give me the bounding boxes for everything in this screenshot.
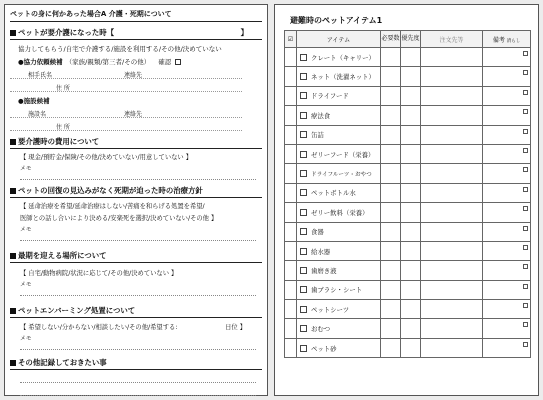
needed-cell[interactable] [381, 241, 401, 260]
done-checkbox[interactable] [523, 90, 528, 95]
treatment-options-2: 医師との話し合いにより決める/安楽死を選択/決めていない/その他 】 [20, 215, 218, 222]
item-wrap [297, 208, 380, 217]
needed-cell[interactable] [381, 164, 401, 183]
order-cell[interactable] [421, 338, 483, 357]
square-bullet-icon [10, 30, 16, 36]
item-wrap [297, 170, 380, 178]
order-cell[interactable] [421, 183, 483, 202]
table-row [285, 106, 531, 125]
order-cell[interactable] [421, 86, 483, 105]
treatment-memo-field[interactable] [20, 236, 256, 241]
done-checkbox[interactable] [523, 342, 528, 347]
facility-label: ●施設候補 [18, 97, 50, 105]
care-options-line: 協力してもらう/自宅で介護する/施設を利用する/その他/決めていない [18, 45, 222, 53]
facility-address-label: 住 所 [56, 124, 70, 131]
item-wrap [297, 344, 380, 353]
priority-cell[interactable] [401, 183, 421, 202]
priority-cell[interactable] [401, 144, 421, 163]
cost-memo-field[interactable] [20, 175, 256, 180]
item-label: ペット砂 [311, 344, 337, 353]
section-other-heading [10, 357, 262, 370]
row-margin-cell [285, 86, 297, 105]
header-needed: 必要数 [381, 31, 401, 48]
item-checkbox[interactable] [300, 73, 307, 80]
item-wrap [297, 53, 380, 62]
item-label: ゼリーフード（栄養） [311, 150, 375, 159]
embalm-memo-label: メモ [20, 336, 32, 342]
item-label: ペットボトル水 [311, 189, 356, 198]
done-checkbox[interactable] [523, 129, 528, 134]
row-margin-cell [285, 164, 297, 183]
priority-cell[interactable] [401, 203, 421, 222]
item-cell [297, 203, 381, 222]
item-wrap [297, 324, 380, 333]
treatment-memo-label: メモ [20, 227, 32, 233]
done-checkbox[interactable] [523, 206, 528, 211]
items-table [284, 30, 531, 358]
notes-cell[interactable] [483, 67, 531, 86]
item-cell [297, 144, 381, 163]
priority-cell[interactable] [401, 86, 421, 105]
care-death-page [4, 4, 268, 396]
item-cell [297, 86, 381, 105]
square-bullet-icon [10, 139, 16, 145]
row-margin-cell [285, 338, 297, 357]
row-margin-cell [285, 261, 297, 280]
embalm-options: 【 希望しない/分からない/相談したい/その他/希望する: [20, 324, 178, 331]
priority-cell[interactable] [401, 222, 421, 241]
cost-heading-text: 要介護時の費用について [18, 137, 100, 146]
confirm-label: 確認 [158, 58, 172, 66]
item-checkbox[interactable] [300, 189, 307, 196]
row-margin-cell [285, 300, 297, 319]
notes-cell[interactable] [483, 222, 531, 241]
item-cell [297, 241, 381, 260]
row-margin-cell [285, 183, 297, 202]
needed-cell[interactable] [381, 48, 401, 67]
facility-contact-label: 連絡先 [124, 111, 143, 118]
item-cell [297, 48, 381, 67]
priority-cell[interactable] [401, 261, 421, 280]
embalm-heading-text: ペットエンバーミング処置について [18, 306, 136, 315]
items-body [285, 48, 531, 358]
item-wrap [297, 188, 380, 197]
table-row [285, 261, 531, 280]
notes-cell[interactable] [483, 125, 531, 144]
row-margin-cell [285, 280, 297, 299]
needed-cell[interactable] [381, 203, 401, 222]
done-checkbox[interactable] [523, 167, 528, 172]
order-cell[interactable] [421, 222, 483, 241]
header-check: ☑ [285, 31, 297, 48]
table-row [285, 222, 531, 241]
item-wrap [297, 111, 380, 120]
header-notes-label: 備考 [492, 36, 505, 44]
priority-cell[interactable] [401, 106, 421, 125]
page-title: 避難時のペットアイテム1 [290, 16, 383, 25]
item-label: ネット（洗濯ネット） [311, 73, 375, 82]
notes-cell[interactable] [483, 261, 531, 280]
embalm-days: 日位 】 [225, 324, 246, 331]
section-embalm-heading [10, 305, 262, 318]
other-heading-text: その他記録しておきたい事 [18, 358, 107, 367]
row-margin-cell [285, 241, 297, 260]
done-checkbox[interactable] [523, 264, 528, 269]
priority-cell[interactable] [401, 67, 421, 86]
needed-cell[interactable] [381, 125, 401, 144]
notes-cell[interactable] [483, 203, 531, 222]
order-cell[interactable] [421, 164, 483, 183]
coop-address-field[interactable] [10, 83, 242, 92]
cost-memo-label: メモ [20, 166, 32, 172]
item-label: ドライフード [311, 92, 349, 101]
item-label: 缶詰 [311, 131, 324, 140]
needed-cell[interactable] [381, 261, 401, 280]
item-label: クレート（キャリー） [311, 53, 375, 62]
priority-cell[interactable] [401, 125, 421, 144]
priority-cell[interactable] [401, 241, 421, 260]
order-cell[interactable] [421, 300, 483, 319]
embalm-memo-field[interactable] [20, 345, 256, 350]
item-cell [297, 280, 381, 299]
place-memo-field[interactable] [20, 291, 256, 296]
header-priority: 優先度 [401, 31, 421, 48]
table-row [285, 67, 531, 86]
item-label: 給水器 [311, 247, 331, 256]
notes-cell[interactable] [483, 106, 531, 125]
item-wrap [297, 227, 380, 236]
needed-cell[interactable] [381, 319, 401, 338]
place-memo-label: メモ [20, 282, 32, 288]
done-checkbox[interactable] [523, 322, 528, 327]
item-checkbox[interactable] [300, 306, 307, 313]
facility-address-field[interactable] [10, 122, 242, 131]
square-bullet-icon [10, 360, 16, 366]
address-label: 住 所 [56, 85, 70, 92]
notes-cell[interactable] [483, 319, 531, 338]
item-cell [297, 125, 381, 144]
treatment-heading-text: ペットの回復の見込みがなく死期が迫った時の治療方針 [18, 186, 203, 195]
embalm-options-row [10, 322, 262, 331]
item-checkbox[interactable] [300, 170, 307, 177]
section-cost-heading [10, 136, 262, 149]
table-row [285, 164, 531, 183]
item-label: ゼリー飲料（栄養） [311, 208, 369, 217]
item-checkbox[interactable] [300, 248, 307, 255]
item-wrap [297, 91, 380, 100]
coop-options: （家族/親類/第三者/その他） [65, 58, 151, 66]
table-row [285, 300, 531, 319]
notes-cell[interactable] [483, 280, 531, 299]
notes-cell[interactable] [483, 144, 531, 163]
item-wrap [297, 130, 380, 139]
header-done-label: 済らし [506, 38, 521, 44]
item-cell [297, 338, 381, 357]
table-row [285, 125, 531, 144]
page-title: ペットの身に何かあった場合A 介護・死期について [10, 9, 262, 22]
item-label: ペットシーツ [311, 305, 350, 314]
item-wrap [297, 247, 380, 256]
done-checkbox[interactable] [523, 187, 528, 192]
item-cell [297, 222, 381, 241]
item-cell [297, 300, 381, 319]
table-row [285, 280, 531, 299]
evacuation-items-page [274, 4, 539, 396]
notes-cell[interactable] [483, 300, 531, 319]
facility-candidate-row [10, 96, 262, 105]
other-note-line-1[interactable] [20, 378, 256, 383]
notes-cell[interactable] [483, 164, 531, 183]
done-checkbox[interactable] [523, 51, 528, 56]
table-row [285, 338, 531, 357]
row-margin-cell [285, 106, 297, 125]
order-cell[interactable] [421, 280, 483, 299]
needed-cell[interactable] [381, 67, 401, 86]
item-checkbox[interactable] [300, 131, 307, 138]
item-checkbox[interactable] [300, 345, 307, 352]
row-margin-cell [285, 319, 297, 338]
table-row [285, 86, 531, 105]
item-wrap [297, 305, 380, 314]
header-order: 注文先等 [421, 31, 483, 48]
order-cell[interactable] [421, 67, 483, 86]
item-cell [297, 261, 381, 280]
square-bullet-icon [10, 308, 16, 314]
item-checkbox[interactable] [300, 325, 307, 332]
coop-candidate-row [10, 57, 262, 66]
notes-cell[interactable] [483, 183, 531, 202]
header-notes [483, 31, 531, 48]
item-checkbox[interactable] [300, 267, 307, 274]
row-margin-cell [285, 48, 297, 67]
confirm-checkbox[interactable] [175, 59, 181, 65]
item-label: おむつ [311, 325, 331, 334]
done-checkbox[interactable] [523, 148, 528, 153]
name-label: 相手氏名 [28, 72, 53, 79]
item-checkbox[interactable] [300, 54, 307, 61]
table-row [285, 319, 531, 338]
done-checkbox[interactable] [523, 284, 528, 289]
order-cell[interactable] [421, 261, 483, 280]
item-label: 療法食 [311, 111, 331, 120]
priority-cell[interactable] [401, 48, 421, 67]
priority-cell[interactable] [401, 280, 421, 299]
square-bullet-icon [10, 253, 16, 259]
done-checkbox[interactable] [523, 226, 528, 231]
item-cell [297, 164, 381, 183]
priority-cell[interactable] [401, 164, 421, 183]
order-cell[interactable] [421, 106, 483, 125]
item-wrap [297, 72, 380, 81]
square-bullet-icon [10, 188, 16, 194]
item-checkbox[interactable] [300, 92, 307, 99]
item-checkbox[interactable] [300, 286, 307, 293]
notes-cell[interactable] [483, 241, 531, 260]
row-margin-cell [285, 144, 297, 163]
done-checkbox[interactable] [523, 109, 528, 114]
table-row [285, 48, 531, 67]
needed-cell[interactable] [381, 183, 401, 202]
needed-cell[interactable] [381, 86, 401, 105]
section-care-heading [10, 27, 262, 40]
section-place-heading [10, 250, 262, 263]
order-cell[interactable] [421, 203, 483, 222]
care-bracket-close: 】 [240, 28, 248, 37]
order-cell[interactable] [421, 48, 483, 67]
care-heading-text: ペットが要介護になった時【 [18, 28, 115, 37]
row-margin-cell [285, 203, 297, 222]
notes-cell[interactable] [483, 86, 531, 105]
needed-cell[interactable] [381, 144, 401, 163]
table-row [285, 241, 531, 260]
item-wrap [297, 285, 380, 294]
item-cell [297, 67, 381, 86]
contact-label: 連絡先 [124, 72, 143, 79]
done-checkbox[interactable] [523, 303, 528, 308]
item-cell [297, 319, 381, 338]
table-row [285, 203, 531, 222]
coop-name-field[interactable] [10, 70, 242, 79]
row-margin-cell [285, 67, 297, 86]
treatment-options-1: 【 延命治療を希望/延命治療はしない/苦痛を和らげる処置を希望/ [20, 203, 205, 210]
section-treatment-heading [10, 185, 262, 198]
order-cell[interactable] [421, 125, 483, 144]
item-checkbox[interactable] [300, 228, 307, 235]
item-checkbox[interactable] [300, 112, 307, 119]
needed-cell[interactable] [381, 300, 401, 319]
needed-cell[interactable] [381, 222, 401, 241]
item-label: ドライフルーツ・おやつ [311, 171, 372, 178]
item-wrap [297, 150, 380, 159]
row-margin-cell [285, 125, 297, 144]
cost-options: 【 現金/預貯金/保険/その他/決めていない/用意していない 】 [20, 154, 193, 161]
priority-cell[interactable] [401, 319, 421, 338]
item-cell [297, 106, 381, 125]
needed-cell[interactable] [381, 338, 401, 357]
row-margin-cell [285, 222, 297, 241]
place-heading-text: 最期を迎える場所について [18, 251, 107, 260]
notes-cell[interactable] [483, 338, 531, 357]
needed-cell[interactable] [381, 280, 401, 299]
item-wrap [297, 266, 380, 275]
done-checkbox[interactable] [523, 245, 528, 250]
table-row [285, 183, 531, 202]
needed-cell[interactable] [381, 106, 401, 125]
priority-cell[interactable] [401, 338, 421, 357]
item-label: 歯ブラシ・シート [311, 286, 363, 295]
coop-label: ●協力依頼候補 [18, 58, 63, 66]
facility-name-label: 施設名 [28, 111, 47, 118]
item-checkbox[interactable] [300, 209, 307, 216]
order-cell[interactable] [421, 144, 483, 163]
place-options: 【 自宅/動物病院/状況に応じて/その他/決めていない 】 [20, 270, 178, 277]
item-cell [297, 183, 381, 202]
facility-name-field[interactable] [10, 109, 242, 118]
item-label: 歯磨き液 [311, 266, 337, 275]
table-header-row [285, 31, 531, 48]
order-cell[interactable] [421, 319, 483, 338]
table-row [285, 144, 531, 163]
notes-cell[interactable] [483, 48, 531, 67]
item-checkbox[interactable] [300, 151, 307, 158]
order-cell[interactable] [421, 241, 483, 260]
done-checkbox[interactable] [523, 70, 528, 75]
header-item: アイテム [297, 31, 381, 48]
item-label: 食器 [311, 228, 324, 237]
priority-cell[interactable] [401, 300, 421, 319]
other-note-line-2[interactable] [20, 391, 256, 396]
